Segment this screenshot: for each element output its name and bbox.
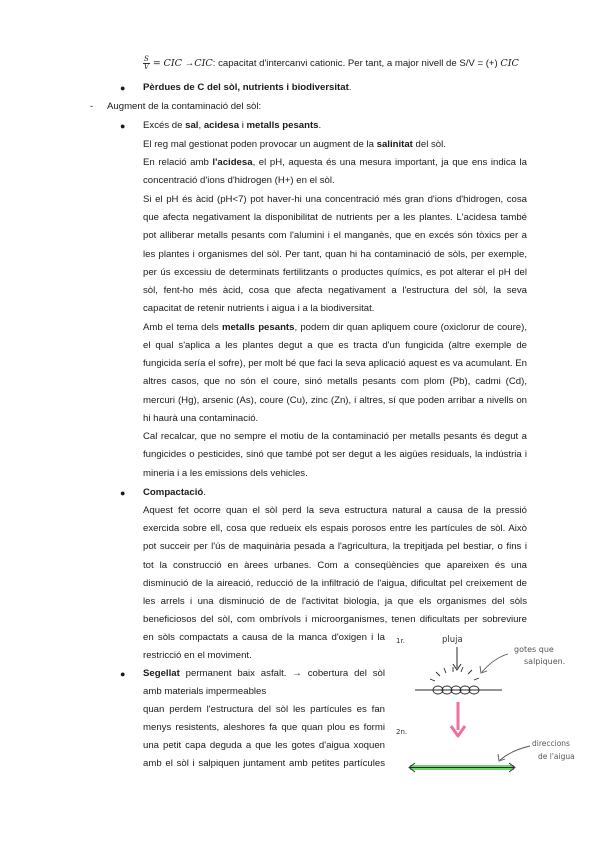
comp-line-2: exercida sobre ell, cosa que redueix els espais porosos entre les partícules de sòl. Això bbox=[143, 523, 527, 534]
sketch-label-pluja: pluja bbox=[442, 635, 463, 645]
formula-cic2: CIC bbox=[194, 58, 213, 70]
formula-cic3: CIC bbox=[500, 58, 519, 70]
sketch-dir-1: direccions bbox=[532, 739, 570, 748]
sal-l1-post: del sòl. bbox=[412, 139, 446, 150]
segellat-line-3: quan perdem l'estructura del sòl les partícules es fan bbox=[143, 704, 385, 715]
sal-line-17: Cal recalcar, que no sempre el motiu de la contaminació per metalls pesants és degut a bbox=[143, 431, 527, 442]
sal-line-13: fungicida sería el sofre), per molt bé que faci la seva aplicació aquest es va acumulant. En bbox=[143, 358, 527, 369]
bullet-sal bbox=[143, 120, 321, 132]
dir-pointer-arrow bbox=[500, 746, 530, 760]
segellat-line-2: amb materials impermeables bbox=[143, 686, 267, 697]
sal-line-12: el qual s'aplica a les plantes degut a que es tracta d'un fungicida (altre exemple de bbox=[143, 340, 527, 351]
sal-line-4: Si el pH és àcid (pH<7) pot haver-hi una concentració més gran d'ions d'hidrogen, cosa bbox=[143, 194, 527, 205]
sal-line-6: pot alliberar metalls pesants com l'alumini i el manganès, que en excés són tòxics per a bbox=[143, 230, 527, 241]
formula-equals: = bbox=[152, 58, 161, 70]
bullet-compactacio bbox=[143, 487, 206, 499]
compactacio-bold: Compactació bbox=[143, 487, 204, 498]
dash-item-contaminacio: Augment de la contaminació del sòl: bbox=[107, 101, 262, 112]
formula-arrow: → bbox=[184, 58, 195, 70]
bullet-compactacio-marker: ● bbox=[120, 488, 126, 498]
sal-line-15: mercuri (Hg), arsenic (As), coure (Cu), zinc (Zn), i altres, sí que poden arribar a nivells on bbox=[143, 395, 527, 406]
perdues-end: . bbox=[348, 82, 352, 93]
perdues-text: Pèrdues de C del sòl, nutrients i biodiversitat bbox=[143, 82, 349, 93]
sal-line-14: altres casos, que no són el coure, sinó metalls pesants com plom (Pb), cadmi (Cd), bbox=[143, 376, 527, 387]
sal-line-3: concentració d'ions d'hidrogen (H+) en el sòl. bbox=[143, 175, 335, 186]
comp-line-8: en sòls compactats a causa de la manca d'oxigen i la bbox=[143, 632, 385, 643]
formula-text: : capacitat d'intercanvi cationic. Per tant, a major nivell de S/V = (+) bbox=[212, 58, 498, 70]
sal-line-16: hi haurà una contaminació. bbox=[143, 413, 259, 424]
bullet-segellat bbox=[143, 668, 385, 680]
sal-line-2 bbox=[143, 157, 527, 169]
sal-line-10: capacitat de retenir nutrients i aigua i a la biodiversitat. bbox=[143, 303, 375, 314]
sal-l2-post: , el pH, aquesta és una mesura important, ja que ens indica la bbox=[252, 157, 527, 168]
sal-l2-bold: l'acidesa bbox=[212, 157, 253, 168]
comp-line-7: beneficiosos del sòl, com ombrívols i microorganismes, tenen dificultats per sobreviure bbox=[143, 614, 527, 625]
sal-sep1: , bbox=[198, 120, 204, 131]
sal-bold-acidesa: acidesa bbox=[203, 120, 240, 131]
sketch-gotes-1: gotes que bbox=[514, 645, 554, 654]
segellat-post: permanent baix asfalt. → cobertura del sòl bbox=[179, 668, 385, 679]
surface-volume-fraction bbox=[143, 56, 150, 71]
sal-l11-pre: Amb el tema dels bbox=[143, 322, 222, 333]
formula-cic: CIC bbox=[163, 58, 182, 70]
bullet-sal-marker: ● bbox=[120, 121, 126, 131]
sketch-gotes-2: salpiquen. bbox=[524, 657, 566, 666]
sal-line-7: les plantes i organismes del sòl. Per tant, quan hi ha contaminació de sòls, per exemple, bbox=[143, 249, 527, 260]
bullet-segellat-marker: ● bbox=[120, 669, 126, 679]
sal-l1-bold: salinitat bbox=[376, 139, 413, 150]
sal-line-8: per ús excessiu de determinats fertilitzants o productes químics, es pot alterar el pH del bbox=[143, 267, 527, 278]
sal-l2-pre: En relació amb bbox=[143, 157, 213, 168]
comp-line-1: Aquest fet ocorre quan el sòl perd la seva estructura natural a causa de la pressió bbox=[143, 505, 527, 516]
segellat-line-5: una petit capa deguda a que les gotes d'aigua xoquen bbox=[143, 740, 385, 751]
fraction-numerator: S bbox=[144, 55, 149, 63]
formula-line bbox=[143, 56, 519, 71]
comp-line-5: disminució de la aireació, reducció de la infiltració de l'aigua, dificultat pel creixement de bbox=[143, 578, 527, 589]
sal-line-1 bbox=[143, 139, 446, 151]
comp-line-4: tot la construcció en àrees urbanes. Com a conseqüències que apareixen és una bbox=[143, 560, 527, 571]
comp-line-3: pot succeir per l'ús de maquinària pesada a l'agricultura, la trepitjada pel bestiar, o fins i bbox=[143, 541, 527, 552]
sal-line-18: fungicides o pesticides, sinó que també pot ser degut a les aigües residuals, la indústria i bbox=[143, 449, 527, 460]
sketch-label-2: 2n. bbox=[396, 728, 408, 736]
dash-marker: - bbox=[90, 101, 94, 112]
sal-end: . bbox=[318, 120, 322, 131]
sal-line-19: mineria i a les emissions dels vehicles. bbox=[143, 468, 308, 479]
sal-line-5: que afecta negativament la disponibilitat de nutrients per a les plantes. L'acidesa també bbox=[143, 212, 527, 223]
sketch-label-1: 1r. bbox=[396, 637, 405, 645]
gotes-pointer-head bbox=[480, 666, 487, 673]
bullet-perdues-marker: ● bbox=[120, 83, 126, 93]
comp-line-6: les arrels i una disminució de de l'activitat biologia, ja que els organismes del sòls bbox=[143, 596, 527, 607]
sal-l11-bold: metalls pesants bbox=[221, 322, 295, 333]
compactacio-end: . bbox=[203, 487, 206, 498]
splash-marks bbox=[430, 667, 479, 681]
sal-sep2: i bbox=[239, 120, 247, 131]
sketch-dir-2: de l'aigua bbox=[538, 752, 575, 761]
segellat-bold: Segellat bbox=[143, 668, 180, 679]
sal-pre: Excés de bbox=[143, 120, 186, 131]
segellat-line-6: amb el sòl i salpiquen juntament amb petites partícules bbox=[143, 758, 385, 769]
sal-l11-post: , podem dir quan apliquem coure (oxiclorur de coure), bbox=[294, 322, 527, 333]
sal-line-11 bbox=[143, 322, 527, 334]
sal-bold-sal: sal bbox=[185, 120, 199, 131]
fraction-denominator: V bbox=[143, 63, 149, 71]
splash-erosion-sketch bbox=[390, 628, 590, 788]
sal-bold-metalls: metalls pesants bbox=[246, 120, 319, 131]
segellat-line-4: menys resistents, aleshores fa que quan plou es formi bbox=[143, 722, 385, 733]
sal-l1-pre: El reg mal gestionat poden provocar un augment de la bbox=[143, 139, 377, 150]
gotes-pointer-arrow bbox=[482, 654, 508, 672]
bullet-perdues bbox=[143, 82, 351, 94]
comp-line-9: restricció en el moviment. bbox=[143, 650, 252, 661]
sal-line-9: sòl, fent-ho més àcid, cosa que afecta negativament a l'estructura del sòl, la seva bbox=[143, 285, 527, 296]
